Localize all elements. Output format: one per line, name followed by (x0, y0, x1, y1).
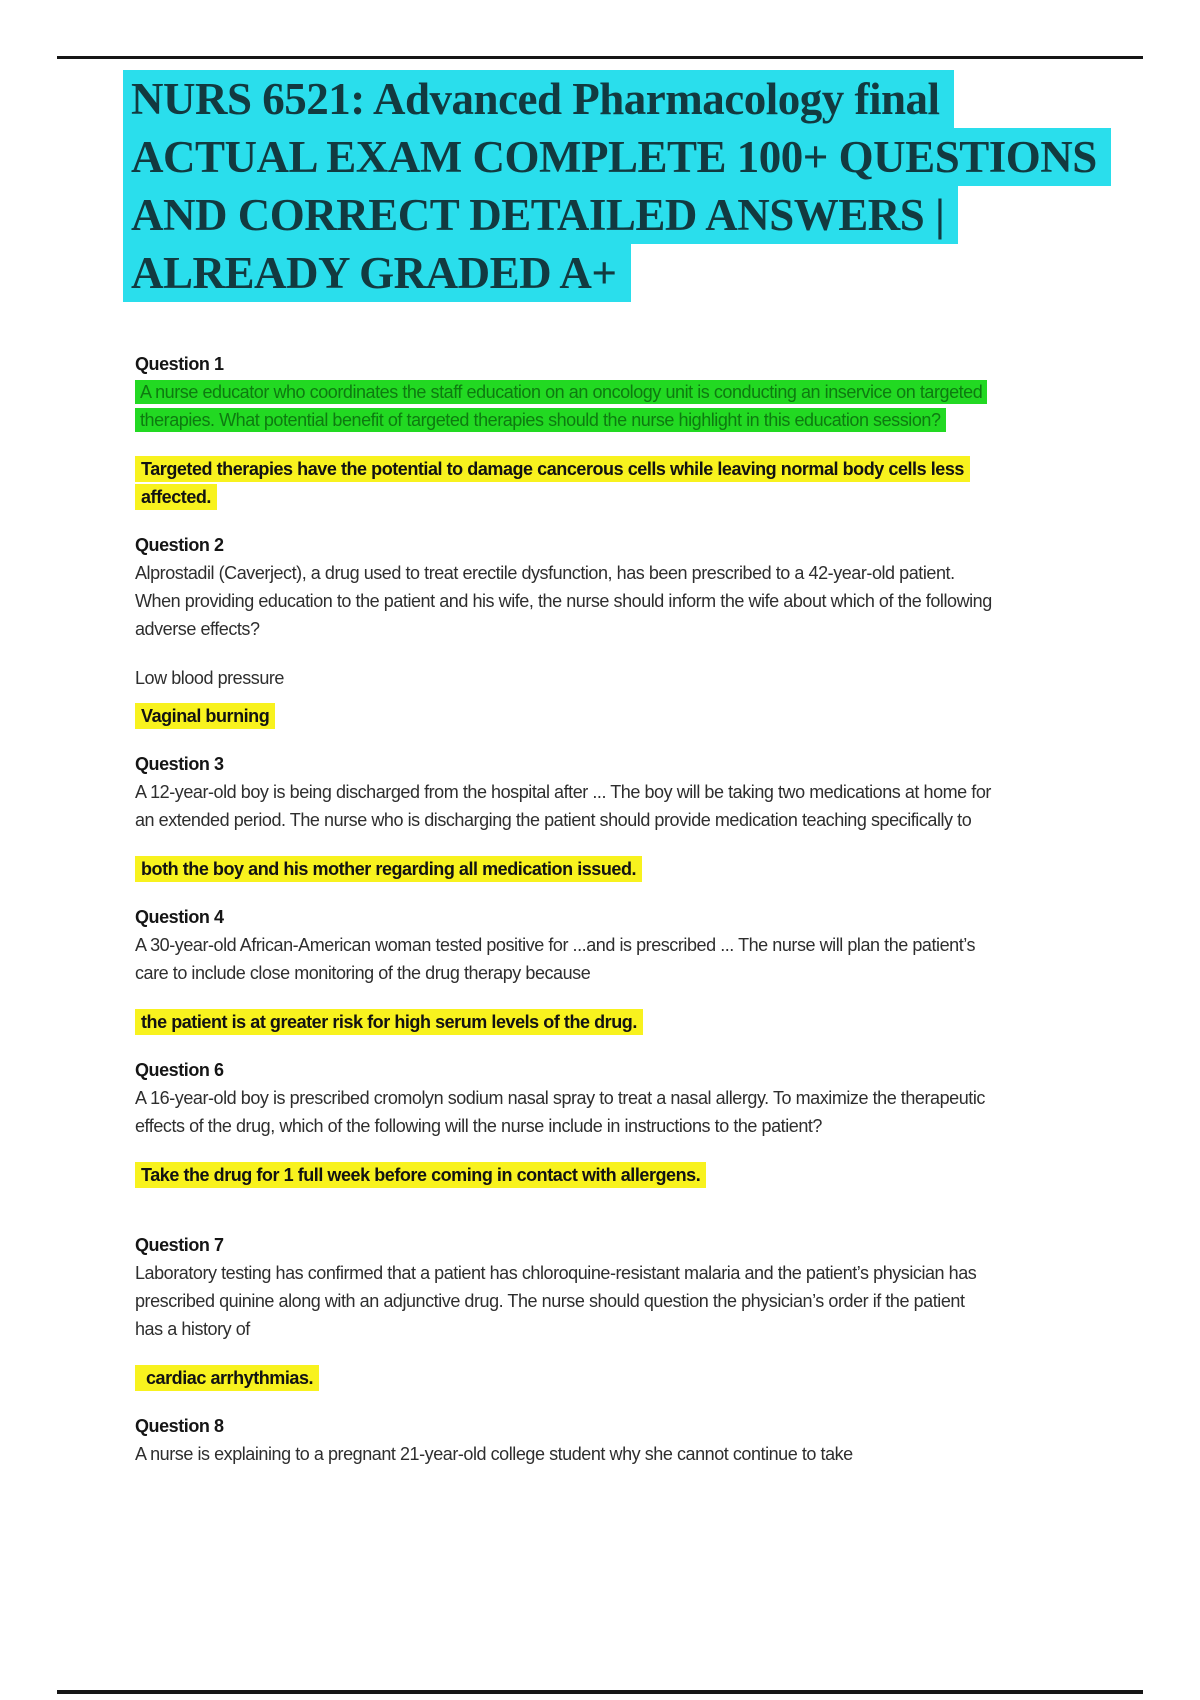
question-label: Question 1 (135, 354, 224, 374)
title-line: ALREADY GRADED A+ (123, 244, 631, 302)
question-text: A 30-year-old African-American woman tested positive for ...and is prescribed ... The nurse will plan the patient’s care to include close monitoring of the drug therapy because (135, 935, 976, 983)
question-body (135, 1259, 993, 1343)
answer-paragraph (135, 455, 993, 511)
answer-paragraph (135, 1008, 993, 1036)
answer-paragraph (135, 1161, 993, 1189)
question-label: Question 3 (135, 754, 224, 774)
question-block-4 (135, 903, 993, 1036)
question-text: Alprostadil (Caverject), a drug used to treat erectile dysfunction, has been prescribed to a 42-year-old patient. When providing education to the patient and his wife, the nurse should inform the wife about which of the following adverse effects? (135, 563, 992, 639)
title-line: AND CORRECT DETAILED ANSWERS | (123, 186, 958, 244)
question-text: A 16-year-old boy is prescribed cromolyn sodium nasal spray to treat a nasal allergy. To maximize the therapeutic effects of the drug, which of the following will the nurse include in instructions to the patient? (135, 1088, 985, 1136)
answer-text: Targeted therapies have the potential to damage cancerous cells while leaving normal body cells less affected. (135, 456, 970, 510)
option-text: Low blood pressure (135, 668, 284, 688)
question-block-8 (135, 1412, 993, 1468)
question-text: A nurse is explaining to a pregnant 21-year-old college student why she cannot continue to take (135, 1444, 853, 1464)
answer-paragraph (135, 1364, 993, 1392)
option-paragraph (135, 664, 993, 692)
question-body (135, 559, 993, 643)
question-body (135, 931, 993, 987)
answer-text: Take the drug for 1 full week before coming in contact with allergens. (135, 1162, 706, 1188)
answer-text: cardiac arrhythmias. (135, 1365, 319, 1391)
answer-paragraph (135, 702, 993, 730)
answer-text: both the boy and his mother regarding all medication issued. (135, 856, 642, 882)
title-line: NURS 6521: Advanced Pharmacology final (123, 70, 954, 128)
question-text: Laboratory testing has confirmed that a patient has chloroquine-resistant malaria and the patient’s physician has prescribed quinine along with an adjunctive drug. The nurse should question the physician’s order if the patient has a history of (135, 1263, 977, 1339)
question-text-highlighted: A nurse educator who coordinates the staff education on an oncology unit is conducting an inservice on targeted therapies. What potential benefit of targeted therapies should the nurse highlight in this education session? (135, 380, 987, 432)
answer-paragraph (135, 855, 993, 883)
question-body (135, 1440, 993, 1468)
question-block-3 (135, 750, 993, 883)
question-label: Question 6 (135, 1060, 224, 1080)
question-label: Question 7 (135, 1235, 224, 1255)
question-label: Question 4 (135, 907, 224, 927)
question-body (135, 778, 993, 834)
question-block-1 (135, 350, 993, 511)
question-label: Question 2 (135, 535, 224, 555)
bottom-rule (57, 1690, 1143, 1694)
question-text: A 12-year-old boy is being discharged from the hospital after ... The boy will be taking two medications at home for an extended period. The nurse who is discharging the patient should provide medication teaching specifically to (135, 782, 991, 830)
question-body (135, 1084, 993, 1140)
question-block-2 (135, 531, 993, 730)
answer-text: the patient is at greater risk for high serum levels of the drug. (135, 1009, 643, 1035)
document-title (123, 70, 1111, 302)
question-label: Question 8 (135, 1416, 224, 1436)
questions-list (135, 350, 993, 1489)
top-rule (57, 56, 1143, 59)
title-line: ACTUAL EXAM COMPLETE 100+ QUESTIONS (123, 128, 1111, 186)
question-block-6 (135, 1056, 993, 1189)
question-block-7 (135, 1231, 993, 1392)
answer-text: Vaginal burning (135, 703, 275, 729)
question-body (135, 378, 993, 434)
